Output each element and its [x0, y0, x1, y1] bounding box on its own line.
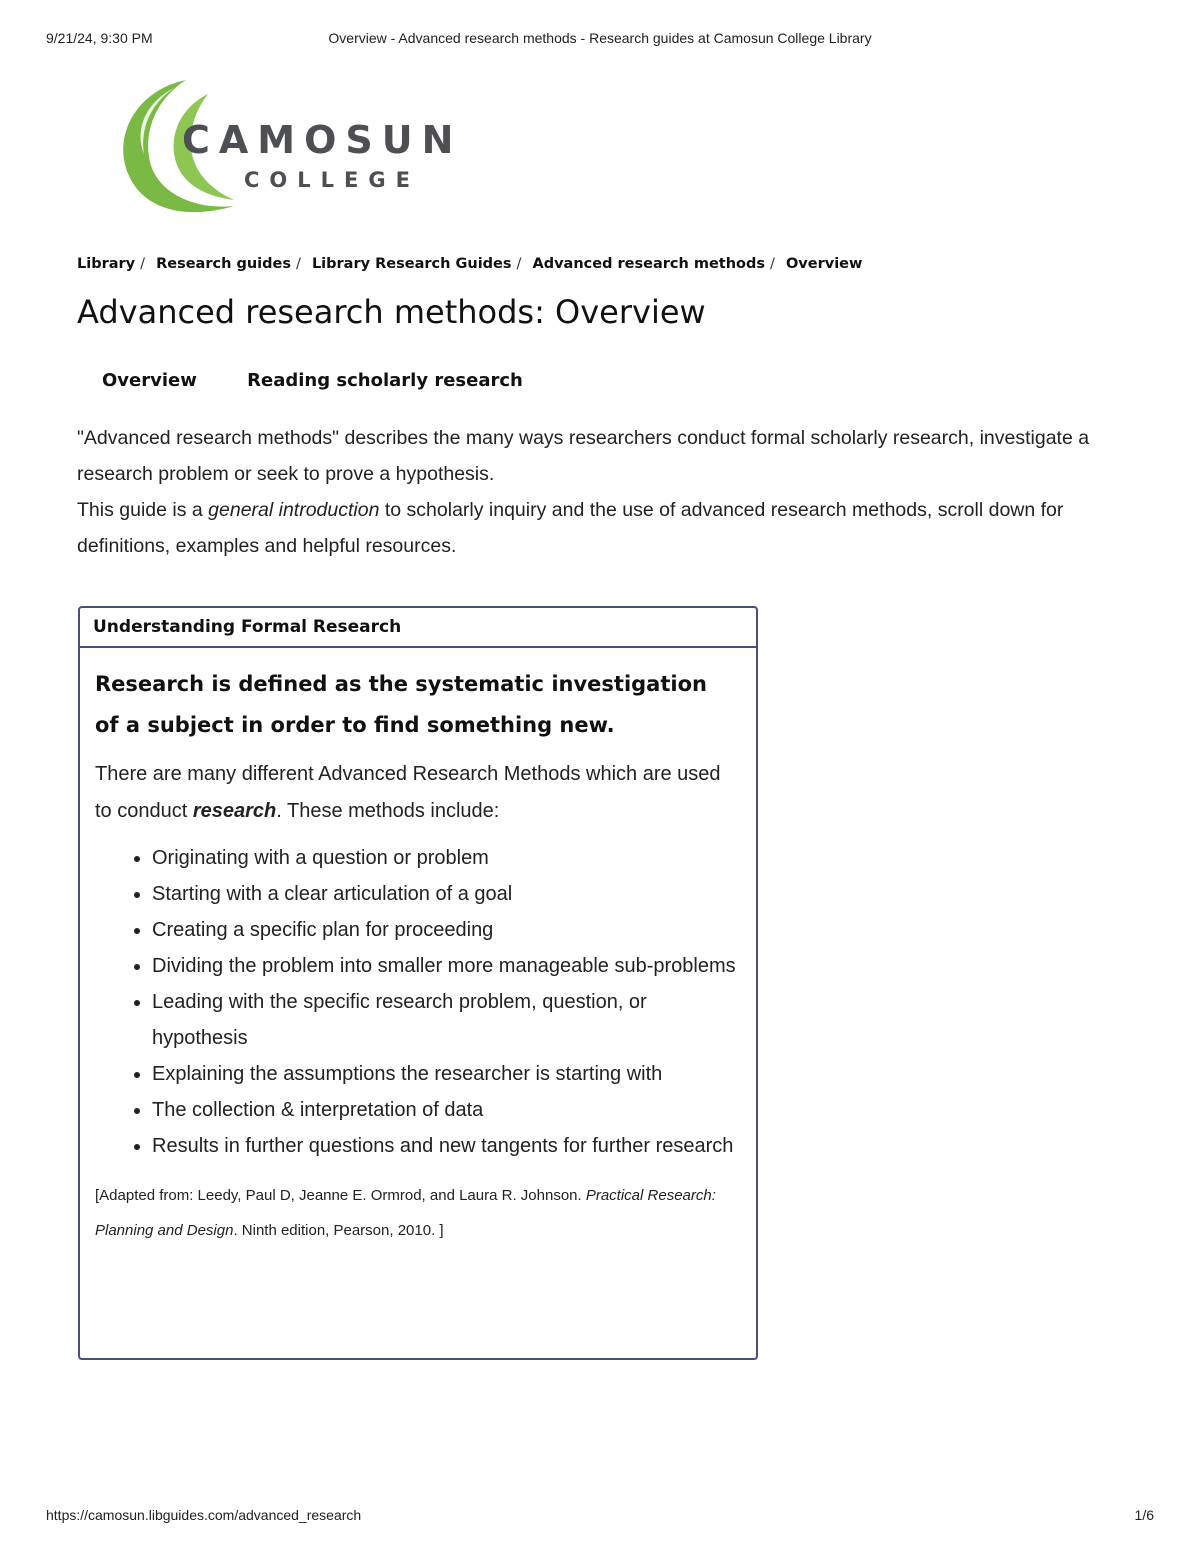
- methods-intro: [95, 756, 736, 830]
- tab-overview[interactable]: Overview: [102, 370, 197, 391]
- breadcrumb-separator: /: [140, 256, 146, 272]
- intro-p2-after: to scholarly inquiry and the use of advanced research methods, scroll down for definitions, examples and helpful resources.: [77, 499, 1064, 557]
- intro-p2-before: This guide is a: [77, 499, 209, 521]
- methods-intro-before: There are many different Advanced Research Methods which are used to conduct: [95, 763, 721, 822]
- methods-intro-emphasis: research: [192, 800, 277, 822]
- box-header: Understanding Formal Research: [80, 608, 756, 648]
- list-item: • Results in further questions and new tangents for further research: [152, 1128, 736, 1164]
- list-item: • The collection & interpretation of data: [152, 1092, 736, 1128]
- research-definition: Research is defined as the systematic investigation of a subject in order to find something new.: [95, 672, 707, 737]
- camosun-college-logo[interactable]: [116, 78, 476, 218]
- list-item: • Leading with the specific research problem, question, or hypothesis: [152, 984, 736, 1056]
- breadcrumb-separator: /: [770, 256, 775, 272]
- box-body: [80, 648, 756, 1248]
- breadcrumb-separator: /: [516, 256, 522, 272]
- guide-tabs: [102, 370, 567, 391]
- print-footer: [46, 1507, 1154, 1527]
- logo-wordmark: CAMOSUN: [182, 118, 463, 162]
- intro-paragraph-2: [77, 492, 1157, 564]
- breadcrumb-advanced-research-methods[interactable]: Advanced research methods: [532, 256, 766, 272]
- citation: [95, 1178, 736, 1248]
- intro-p2-emphasis: general introduction: [208, 499, 380, 521]
- breadcrumb-separator: /: [295, 256, 301, 272]
- logo-subtitle: COLLEGE: [244, 168, 420, 192]
- tab-reading-scholarly-research[interactable]: Reading scholarly research: [247, 370, 523, 391]
- methods-intro-after: . These methods include:: [276, 800, 500, 822]
- list-item: • Starting with a clear articulation of a goal: [152, 876, 736, 912]
- citation-after: . Ninth edition, Pearson, 2010. ]: [233, 1222, 444, 1239]
- breadcrumb-library[interactable]: Library: [77, 256, 136, 272]
- citation-before: [Adapted from: Leedy, Paul D, Jeanne E. Ormrod, and Laura R. Johnson.: [95, 1187, 586, 1204]
- print-header: [46, 30, 1154, 50]
- list-item: • Explaining the assumptions the researcher is starting with: [152, 1056, 736, 1092]
- list-item: • Originating with a question or problem: [152, 840, 736, 876]
- list-item: • Dividing the problem into smaller more manageable sub-problems: [152, 948, 736, 984]
- list-item: • Creating a specific plan for proceeding: [152, 912, 736, 948]
- understanding-formal-research-box: [78, 606, 758, 1360]
- citation-title: Practical Research: Planning and Design: [95, 1187, 716, 1239]
- print-url: https://camosun.libguides.com/advanced_research: [46, 1507, 362, 1523]
- breadcrumb-overview[interactable]: Overview: [785, 256, 863, 272]
- print-page-number: 1/6: [1134, 1507, 1154, 1523]
- page-title: Advanced research methods: Overview: [77, 293, 706, 331]
- breadcrumb-library-research-guides[interactable]: Library Research Guides: [311, 256, 512, 272]
- print-document-title: Overview - Advanced research methods - Research guides at Camosun College Library: [328, 30, 872, 46]
- intro-text: [77, 420, 1157, 564]
- methods-list: [95, 840, 736, 1164]
- breadcrumb-research-guides[interactable]: Research guides: [156, 256, 291, 272]
- intro-paragraph-1: "Advanced research methods" describes the many ways researchers conduct formal scholarly research, investigate a research problem or seek to prove a hypothesis.: [77, 427, 1090, 485]
- print-date: 9/21/24, 9:30 PM: [46, 30, 153, 46]
- breadcrumb: [77, 256, 1160, 272]
